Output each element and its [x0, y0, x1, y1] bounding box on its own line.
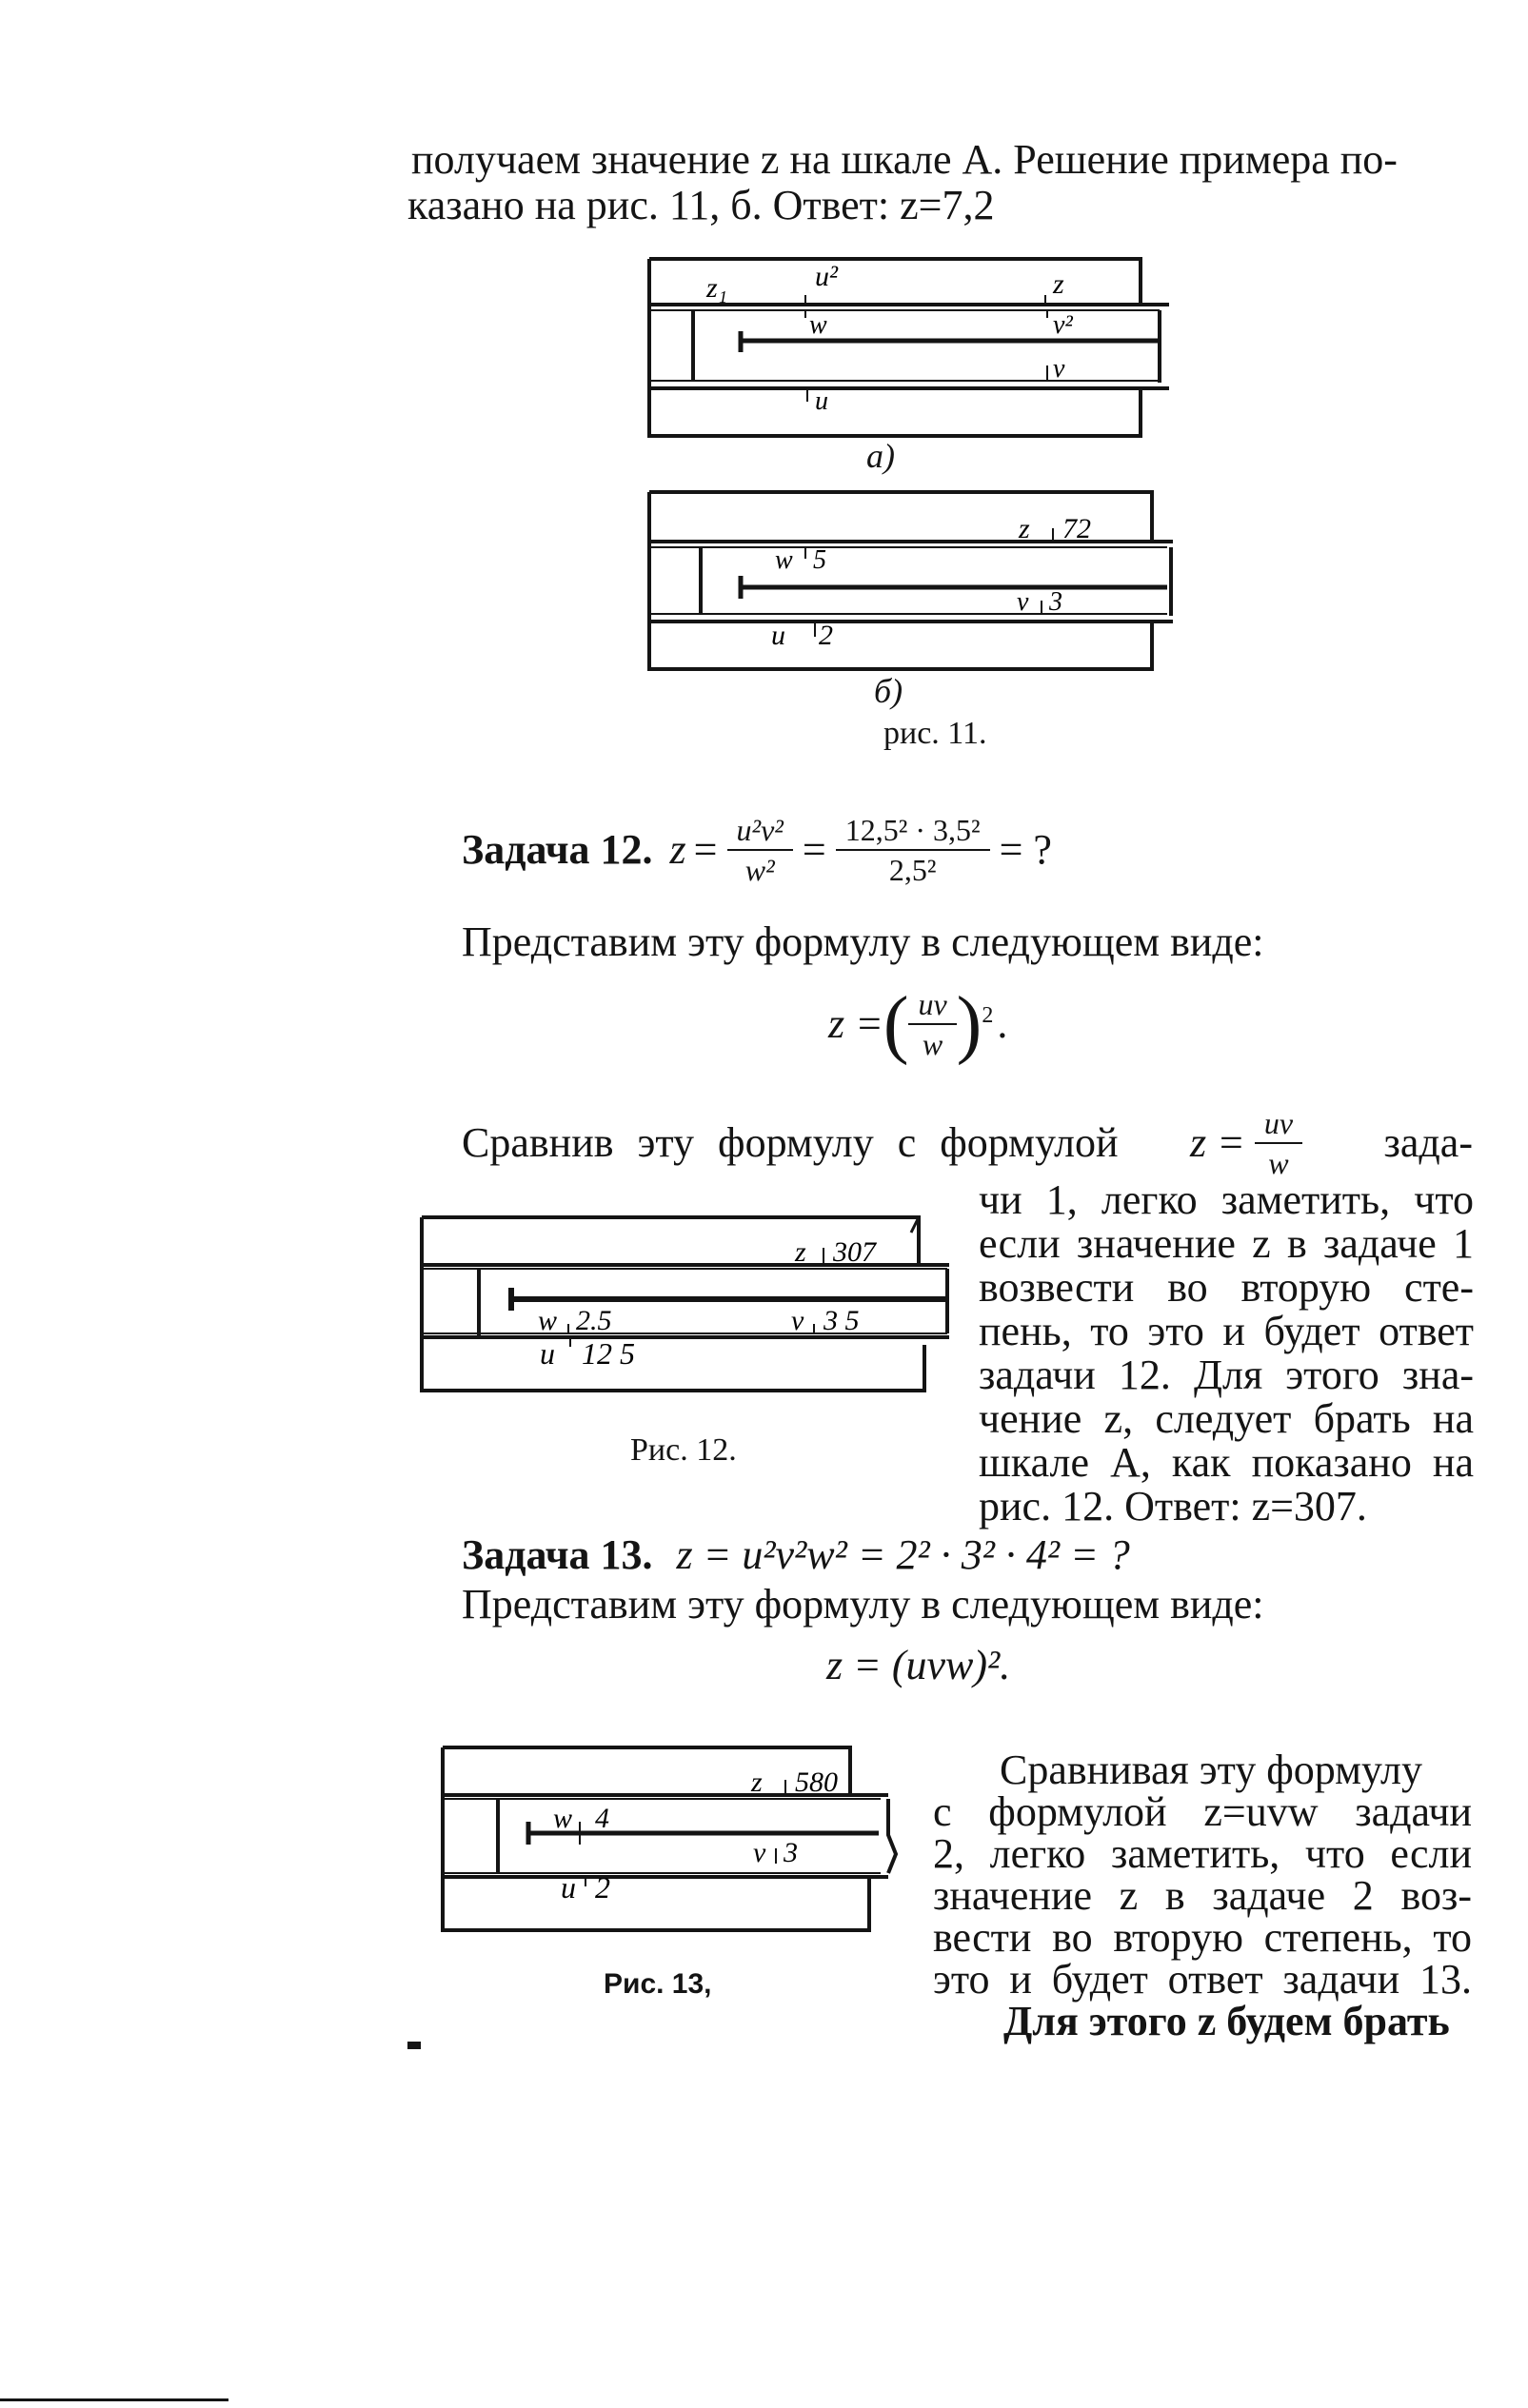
task12-formula: Задача 12. z = $\frac{\text{u²v²}}{\text{w²}}$ = $\frac{\text{12,5² · 3,5²}}{\text{2,5²}}$ = ?: [462, 813, 1052, 887]
fig12-w-label: w: [538, 1305, 558, 1336]
fig11a-u2-label: u²: [815, 261, 838, 292]
fig13-v-value: 3: [784, 1837, 798, 1868]
fig11b-v-label: v: [1017, 587, 1029, 617]
text-line: шкале A, как показано на: [979, 1439, 1474, 1486]
task13-label: Задача 13.: [462, 1531, 653, 1578]
task12-compare-line: Сравнив эту формулу с формулой z = $\frac{uv}{w}$ зада-: [462, 1106, 1473, 1180]
text-line: вести во вторую степень, то: [933, 1914, 1472, 1961]
task13-formula: Задача 13. z = u²v²w² = 2² · 3² · 4² = ?: [462, 1531, 1130, 1578]
task12-text-column: [979, 1178, 1474, 1529]
fig12-caption: Рис. 12.: [630, 1432, 737, 1468]
text-line: Сравнивая эту формулу: [1000, 1747, 1422, 1793]
slide-rule-figure-11b: [638, 481, 1190, 681]
fig13-u-value: 2: [595, 1870, 610, 1905]
task13-formula-squared: z = (uvw)².: [826, 1642, 1011, 1688]
fig12-z-value: 307: [833, 1236, 876, 1268]
fig12-u-label: u: [540, 1336, 555, 1371]
fig12-w-value: 2.5: [576, 1305, 612, 1336]
fig11b-u-value: 2: [819, 620, 833, 651]
fig11a-z1-label: z₁: [706, 272, 728, 304]
text-line: получаем значение z на шкале A. Решение примера по-: [411, 136, 1398, 183]
fig13-caption: Рис. 13,: [604, 1968, 712, 2000]
text-line: это и будет ответ задачи 13.: [933, 1956, 1472, 2003]
fig11a-z-label: z: [1053, 268, 1064, 300]
fig11b-z-value: 72: [1062, 513, 1091, 544]
text-line: задачи 12. Для этого зна-: [979, 1352, 1474, 1398]
fig13-w-label: w: [553, 1803, 573, 1834]
fig11b-v-value: 3: [1049, 587, 1062, 617]
fig11b-u-label: u: [771, 620, 785, 651]
text-line: если значение z в задаче 1: [979, 1220, 1474, 1267]
fig11b-caption: б): [874, 672, 903, 710]
fig12-v-value: 3 5: [824, 1305, 860, 1336]
task12-label: Задача 12.: [462, 826, 653, 873]
ink-mark: [407, 2042, 421, 2049]
fig13-v-label: v: [753, 1837, 766, 1868]
fig11a-caption: а): [866, 437, 895, 475]
text-line: Для этого z будем брать: [1003, 1998, 1450, 2044]
text-line: казано на рис. 11, б. Ответ: z=7,2: [407, 182, 995, 228]
task13-text-column: [933, 1749, 1472, 2043]
text-line: возвести во вторую сте-: [979, 1264, 1474, 1311]
task12-intro: Представим эту формулу в следующем виде:: [462, 918, 1264, 965]
fig12-v-label: v: [791, 1305, 804, 1336]
fig11b-w-label: w: [775, 545, 793, 575]
fig11a-v2-label: v²: [1053, 310, 1073, 340]
fig13-z-value: 580: [795, 1767, 838, 1798]
text-line: рис. 12. Ответ: z=307.: [979, 1483, 1367, 1530]
fig12-u-value: 12 5: [582, 1336, 635, 1371]
text-line: чи 1, легко заметить, что: [979, 1176, 1474, 1223]
task12-formula-squared: z = ( $\frac{uv}{w}$ ) $^2$ .: [828, 982, 1008, 1066]
fig13-w-value: 4: [595, 1803, 609, 1834]
page-edge-line: [0, 2398, 228, 2401]
slide-rule-figure-13: [433, 1730, 909, 1949]
fig11a-v-label: v: [1053, 354, 1065, 384]
fig11b-w-value: 5: [813, 545, 826, 575]
fig11a-u-label: u: [815, 386, 828, 416]
fig13-u-label: u: [561, 1870, 576, 1905]
text-line: 2, легко заметить, что если: [933, 1830, 1472, 1877]
fig11-caption: рис. 11.: [883, 716, 987, 751]
text-line: значение z в задаче 2 воз-: [933, 1872, 1472, 1919]
fig11b-z-label: z: [1019, 513, 1030, 544]
fig13-z-label: z: [751, 1767, 763, 1798]
fig12-z-label: z: [795, 1236, 806, 1268]
text-line: чение z, следует брать на: [979, 1395, 1474, 1442]
slide-rule-figure-12: [414, 1204, 962, 1404]
task13-intro: Представим эту формулу в следующем виде:: [462, 1581, 1264, 1628]
text-line: с формулой z=uvw задачи: [933, 1788, 1472, 1835]
slide-rule-figure-11a: [638, 247, 1190, 476]
text-line: пень, то это и будет ответ: [979, 1308, 1474, 1354]
fig11a-w-label: w: [809, 310, 827, 340]
